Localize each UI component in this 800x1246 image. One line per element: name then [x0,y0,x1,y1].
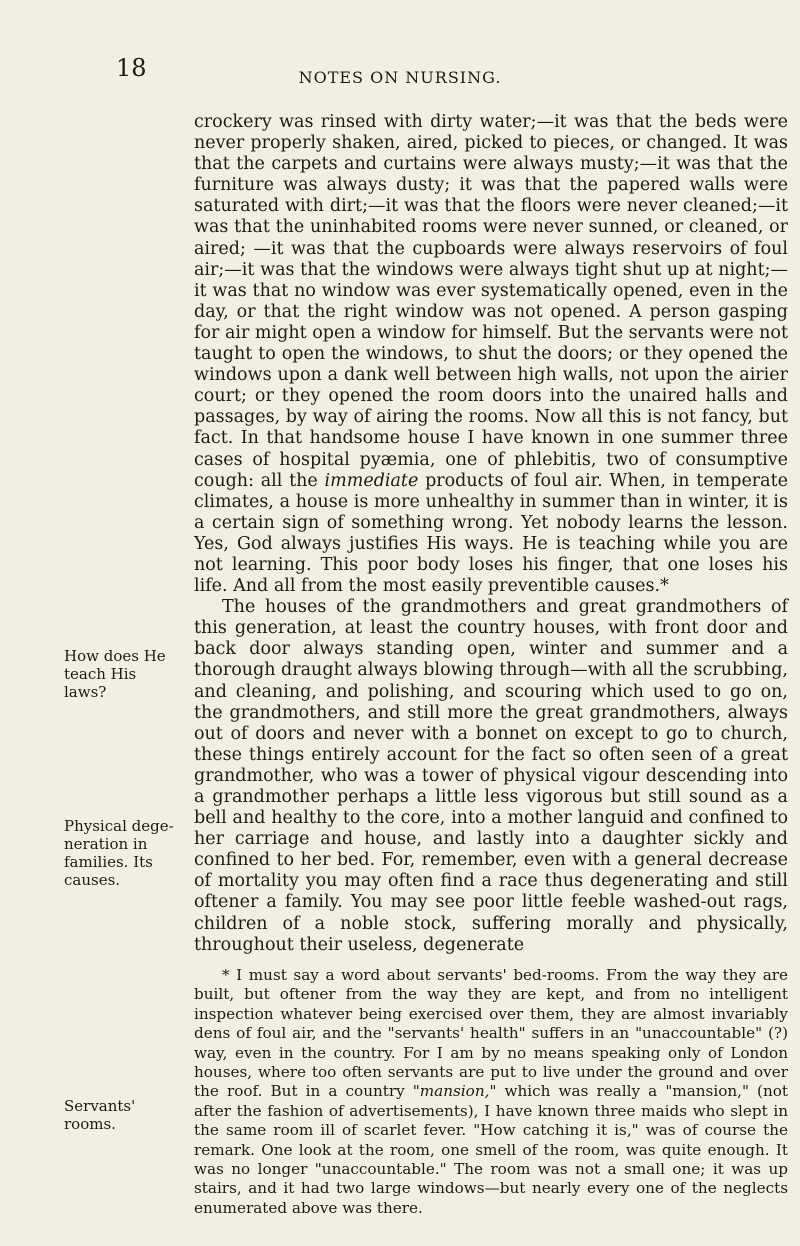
sidenote-degeneration [64,817,189,889]
footnote [194,966,788,1218]
footnote-paragraph [194,966,788,1218]
sidenote-line: families. Its [64,853,153,871]
emphasis: mansion, [419,1082,490,1101]
sidenote-line: Servants' [64,1097,136,1115]
text-run: crockery was rinsed with dirty water;—it was that the beds were never properly shaken, aired, picked to pieces, or changed. It was that the carpets and curtains were always musty;—it was that the furniture was always dusty; it was that the papered walls were saturated with dirt;—it was that the floors were never cleaned;—it was that the uninhabited rooms were never sunned, or cleaned, or aired; —it was that the cupboards were always reservoirs of foul air;—it was that the windows were always tight shut up at night;—it was that no window was ever systematically opened, even in the day, or that the right window was not opened. A person gasping for air might open a window for himself. But the servants were not taught to open the windows, to shut the doors; or they opened the windows upon a dank well between high walls, not upon the airier court; or they opened the room doors into the unaired halls and passages, by way of airing the rooms. Now all this is not fancy, but fact. In that handsome house I have known in one summer three cases of hospital pyæmia, one of phlebitis, two of consumptive cough: all the [194,112,788,491]
sidenote-line: laws? [64,683,107,701]
paragraph-grandmothers: The houses of the grandmothers and great grandmothers of this generation, at least the country houses, with front door and back door always standing open, winter and summer and a thorough draught always blowing through—with all the scrubbing, and cleaning, and polishing, and scouring which used to go on, the grandmothers, and still more the great grandmothers, always out of doors and never with a bonnet on except to go to church, these things entirely account for the fact so often seen of a great grandmother, who was a tower of physical vigour descending into a grandmother perhaps a little less vigorous but still sound as a bell and healthy to the core, into a mother languid and confined to her carriage and house, and lastly into a daughter sickly and confined to her bed. For, remember, even with a general decrease of mortality you may often find a race thus degenerating and still oftener a family. You may see poor little feeble washed-out rags, children of a noble stock, suffering morally and physically, throughout their useless, degenerate [194,597,788,955]
text-run: products of foul air. When, in temperate climates, a house is more unhealthy in summer than in winter, it is a certain sign of something wrong. Yet nobody learns the lesson. Yes, God always justifies His ways. He is teaching while you are not learning. This poor body loses his finger, that one loses his life. And all from the most easily preventible causes.* [194,470,788,597]
emphasis: immediate [324,470,419,491]
text-run: * I must say a word about servants' bed-rooms. From the way they are built, but oftener from the way they are kept, and from no intelligent inspection whatever being exercised over them, they are almost invariably dens of foul air, and the "servants' health" suffers in an "unaccountable" (?) way, even in the country. For I am by no means speaking only of London houses, where too often servants are put to live under the ground and over the roof. But in a country " [194,966,788,1101]
sidenote-line: causes. [64,871,121,889]
running-head: NOTES ON NURSING. [298,68,502,87]
sidenote-servants [64,1097,189,1133]
page-number: 18 [116,54,147,82]
sidenote-line: Physical dege- [64,817,174,835]
main-text [194,112,788,956]
text-run: " which was really a "mansion," (not after the fashion of advertisements), I have known three maids who slept in the same room ill of scarlet fever. "How catching it is," was of course the remark. One look at the room, one smell of the room, was quite enough. It was no longer "unaccountable." The room was not a small one; it was up stairs, and it had two large windows—but nearly every one of the neglects enumerated above was there. [194,1082,788,1217]
sidenote-line: teach His [64,665,137,683]
sidenote-line: neration in [64,835,148,853]
paragraph-foul-air [194,112,788,597]
sidenote-line: rooms. [64,1115,116,1133]
sidenote-laws [64,647,189,701]
sidenote-line: How does He [64,647,166,665]
